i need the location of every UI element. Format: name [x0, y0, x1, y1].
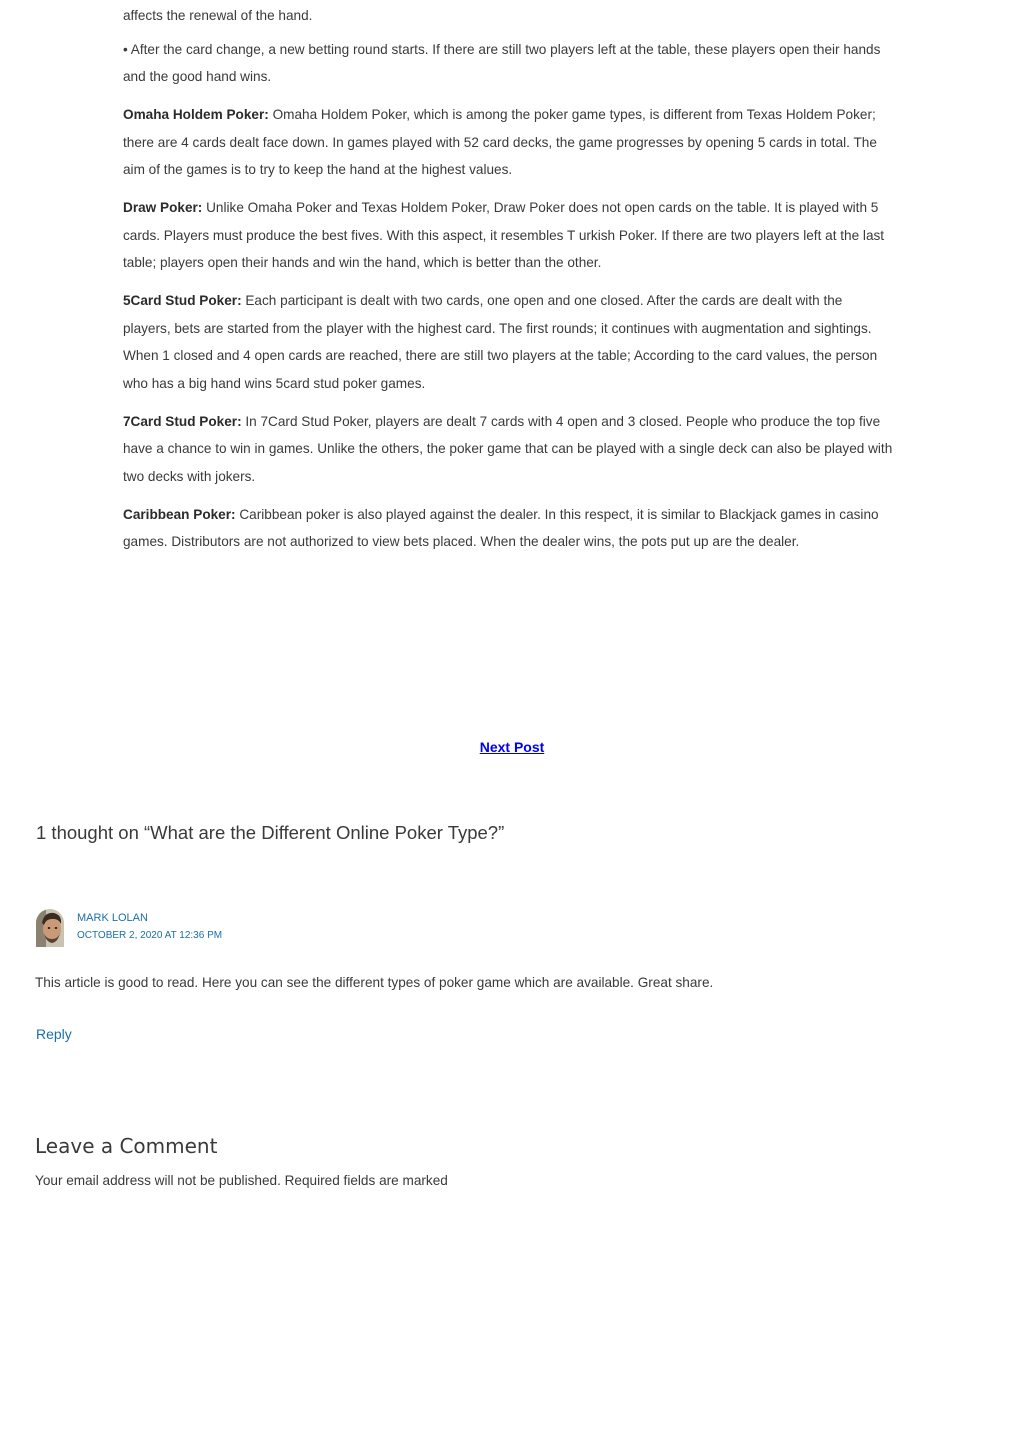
comments-title: 1 thought on “What are the Different Online Poker Type?” — [36, 822, 505, 843]
section-title: 7Card Stud Poker: — [123, 413, 242, 429]
section-text: Each participant is dealt with two cards, one open and one closed. After the cards are dealt with the players, bets are started from the player with the highest card. The first rounds; it continues with augmentation and sightings. When 1 closed and 4 open cards are reached, there are still two players at the table; According to the card values, the person who has a big hand wins 5card stud poker games. — [123, 293, 878, 391]
comment-text: This article is good to read. Here you can see the different types of poker game which are available. Great share. — [35, 975, 714, 990]
section-caribbean — [123, 501, 893, 556]
next-post-link[interactable]: Next Post — [479, 739, 545, 755]
post-navigation — [0, 739, 1024, 755]
reply-link[interactable]: Reply — [36, 1026, 72, 1042]
section-7card-stud — [123, 408, 893, 491]
avatar-image — [36, 909, 64, 947]
section-draw-poker — [123, 194, 893, 277]
section-text: Unlike Omaha Poker and Texas Holdem Poker, Draw Poker does not open cards on the table. It is played with 5 cards. Players must produce the best fives. With this aspect, it resembles T urkish Poker. If there are two players left at the last table; players open their hands and win the hand, which is better than the other. — [123, 200, 885, 270]
section-title: Caribbean Poker: — [123, 506, 236, 522]
comment-notes: Your email address will not be published. Required fields are marked — [35, 1173, 448, 1188]
section-text: Omaha Holdem Poker, which is among the poker game types, is different from Texas Holdem Poker; there are 4 cards dealt face down. In games played with 52 card decks, the game progresses by opening 5 cards in total. The aim of the games is to try to keep the hand at the highest values. — [123, 107, 877, 177]
leave-comment-title: Leave a Comment — [35, 1134, 218, 1158]
article-paragraph-card-change: • After the card change, a new betting round starts. If there are still two players left at the table, these players open their hands and the good hand wins. — [123, 41, 881, 84]
section-title: Draw Poker: — [123, 200, 203, 215]
article-content — [123, 0, 893, 566]
section-title: 5Card Stud Poker: — [123, 293, 242, 308]
section-omaha-holdem — [123, 101, 893, 184]
article-paragraph: affects the renewal of the hand. — [123, 8, 313, 23]
section-title: Omaha Holdem Poker: — [123, 107, 269, 122]
comment-date-link[interactable]: OCTOBER 2, 2020 AT 12:36 PM — [77, 930, 223, 941]
section-5card-stud — [123, 287, 893, 397]
section-text: In 7Card Stud Poker, players are dealt 7 cards with 4 open and 3 closed. People who produce the top five have a chance to win in games. Unlike the others, the poker game that can be played with a single deck can also be played with two decks with jokers. — [123, 413, 893, 484]
section-text: Caribbean poker is also played against the dealer. In this respect, it is similar to Blackjack games in casino games. Distributors are not authorized to view bets placed. When the dealer wins, the pots put up are the dealer. — [123, 506, 879, 549]
comment-author-link[interactable]: MARK LOLAN — [77, 912, 148, 924]
avatar — [36, 909, 64, 947]
